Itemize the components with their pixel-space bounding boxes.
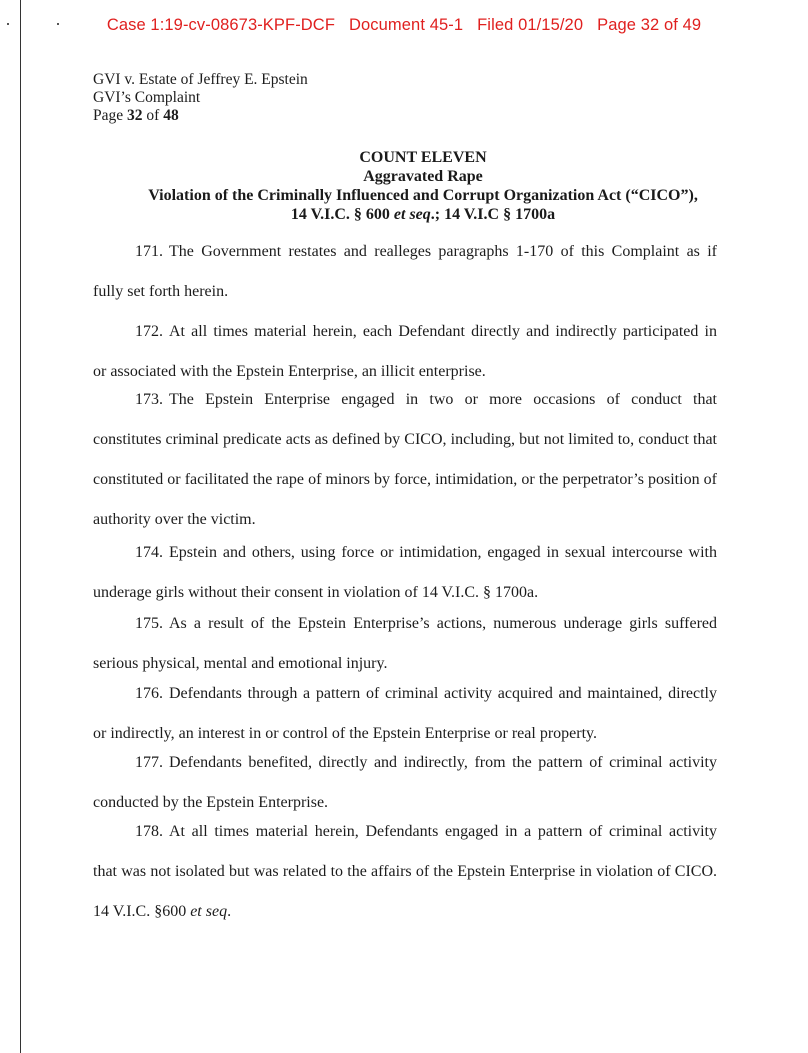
paragraph-178: 178. At all times material herein, Defendants engaged in a pattern of criminal activity that was not isolated but was related to the affairs of the Epstein Enterprise in violation of CICO. 14 V.I.C. §600 et seq. bbox=[93, 823, 717, 920]
paragraph-171: 171. The Government restates and realleges paragraphs 1-170 of this Complaint as if fully set forth herein. bbox=[93, 243, 717, 300]
paragraph-172: 172. At all times material herein, each Defendant directly and indirectly participated in or associated with the Epstein Enterprise, an illicit enterprise. bbox=[93, 323, 717, 380]
filing-header bbox=[0, 16, 808, 35]
paragraph-177: 177. Defendants benefited, directly and indirectly, from the pattern of criminal activity conducted by the Epstein Enterprise. bbox=[93, 754, 717, 811]
count-statute: 14 V.I.C. § 600 et seq.; 14 V.I.C § 1700a bbox=[290, 206, 556, 223]
caption-page-number: Page 32 of 48 bbox=[93, 107, 179, 124]
document-number: Document 45-1 bbox=[349, 16, 464, 34]
count-subtitle: Aggravated Rape bbox=[363, 168, 483, 185]
page-edge-line bbox=[20, 0, 21, 1053]
filed-date: Filed 01/15/20 bbox=[477, 16, 584, 34]
caption-document-title: GVI’s Complaint bbox=[93, 89, 201, 106]
count-violation: Violation of the Criminally Influenced and Corrupt Organization Act (“CICO”), bbox=[148, 187, 698, 204]
count-title: COUNT ELEVEN bbox=[359, 149, 487, 166]
page-count: Page 32 of 49 bbox=[597, 16, 702, 34]
case-number: Case 1:19-cv-08673-KPF-DCF bbox=[106, 16, 336, 34]
paragraph-176: 176. Defendants through a pattern of criminal activity acquired and maintained, directly or indirectly, an interest in or control of the Epstein Enterprise or real property. bbox=[93, 685, 717, 742]
paragraph-173: 173. The Epstein Enterprise engaged in two or more occasions of conduct that constitutes criminal predicate acts as defined by CICO, including, but not limited to, conduct that constituted or facilitated the rape of minors by force, intimidation, or the perpetrator’s position of authority over the victim. bbox=[93, 391, 717, 528]
caption-case-title: GVI v. Estate of Jeffrey E. Epstein bbox=[93, 71, 308, 88]
paragraph-175: 175. As a result of the Epstein Enterprise’s actions, numerous underage girls suffered serious physical, mental and emotional injury. bbox=[93, 615, 717, 672]
document-caption bbox=[93, 71, 308, 125]
paragraph-174: 174. Epstein and others, using force or intimidation, engaged in sexual intercourse with underage girls without their consent in violation of 14 V.I.C. § 1700a. bbox=[93, 544, 717, 601]
